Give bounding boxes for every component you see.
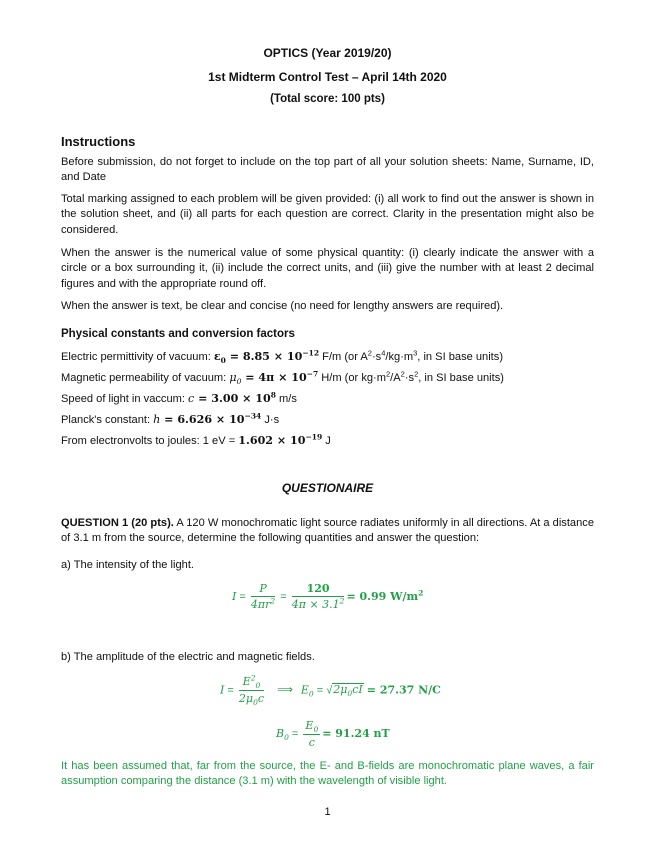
eq-symbol: B — [276, 726, 285, 740]
eq-sub: 0 — [347, 689, 353, 699]
eq-fraction — [292, 582, 345, 612]
constant-label: From electronvolts to joules: 1 eV = — [61, 435, 239, 447]
unit-text: , in SI base units) — [418, 372, 504, 384]
constant-value: = 8.85 × 10 — [225, 350, 303, 363]
constant-value: 1.602 × 10 — [238, 434, 306, 447]
unit-sup: 2 — [385, 369, 391, 379]
unit-sup: 2 — [400, 369, 405, 379]
course-title: OPTICS (Year 2019/20) — [263, 46, 392, 60]
eq-symbol: I — [232, 589, 237, 603]
constant-permittivity — [61, 349, 503, 365]
instruction-paragraph-4: When the answer is text, be clear and concise (no need for lengthy answers are required). — [61, 300, 504, 312]
unit-sup: 3 — [413, 348, 418, 358]
eq-numerator: E — [242, 675, 251, 688]
eq-operator: = — [288, 727, 302, 740]
assumption-note: It has been assumed that, far from the source, the E- and B-fields are monochromatic plane waves, a fair assumption comparing the distance (3.1 m) with the wavelength of visible light. — [61, 760, 594, 788]
eq-fraction — [239, 675, 264, 706]
eq-radicand-text: 2μ — [333, 683, 348, 697]
eq-denominator: 2μ — [238, 692, 254, 705]
eq-sup: 2 — [250, 673, 256, 683]
sqrt-icon: √ — [326, 684, 333, 697]
eq-operator: = — [313, 684, 327, 697]
eq-sup: 2 — [418, 588, 424, 598]
constant-label: Planck's constant: — [61, 414, 154, 426]
eq-sub: 0 — [284, 733, 289, 743]
questionaire-title: QUESTIONAIRE — [281, 481, 374, 495]
unit-sup: 2 — [414, 369, 419, 379]
constant-ev — [61, 433, 331, 449]
eq-operator: = — [224, 684, 237, 697]
eq-result: = 27.37 N/C — [366, 683, 441, 697]
unit-text: , in SI base units) — [417, 351, 504, 363]
eq-sub: 0 — [313, 725, 319, 735]
c-symbol: c — [188, 392, 195, 405]
eq-numerator: 120 — [292, 582, 345, 597]
constants-heading: Physical constants and conversion factors — [61, 328, 295, 340]
eq-denominator: c — [308, 736, 315, 749]
eq-denominator: c — [257, 692, 265, 705]
eq-radicand — [332, 683, 363, 699]
constant-permeability — [61, 370, 504, 386]
constant-light-speed — [61, 391, 297, 407]
unit-text: J·s — [261, 414, 280, 426]
part-b-label: b) The amplitude of the electric and magnetic fields. — [61, 651, 315, 663]
question-text: A 120 W monochromatic light source radiates uniformly in all directions. At a distance of 3.1 m from the source, determine the following quantities and answer the question: — [61, 517, 594, 545]
question-1-statement — [61, 516, 594, 547]
unit-text: /A — [390, 372, 401, 384]
eq-result: = 91.24 nT — [322, 726, 390, 740]
constant-value: = 3.00 × 10 — [194, 392, 271, 405]
constant-planck — [61, 412, 279, 428]
implies-arrow-icon: ⟹ — [277, 684, 293, 697]
constant-value: = 6.626 × 10 — [160, 413, 245, 426]
constant-label: Electric permittivity of vacuum: — [61, 351, 214, 363]
eq-numerator: E — [305, 719, 314, 732]
eq-sub: 0 — [255, 681, 261, 691]
mu-symbol: μ — [229, 371, 237, 384]
exponent: 8 — [270, 390, 276, 400]
equation-magnetic-field — [276, 719, 390, 749]
eq-operator: = — [277, 590, 290, 603]
subscript: 0 — [220, 356, 226, 366]
instruction-paragraph-2: Total marking assigned to each problem will be given provided: (i) all work to find out the answer is shown in the solution sheet, and (ii) all parts for each question are correct. Clarity in the presentation might also be considered. — [61, 193, 594, 236]
instructions-heading: Instructions — [61, 134, 136, 149]
exponent: −34 — [244, 411, 262, 421]
constant-label: Magnetic permeability of vacuum: — [61, 372, 230, 384]
eq-fraction — [251, 582, 275, 612]
epsilon-symbol: ε — [213, 350, 221, 363]
constant-value: = 4π × 10 — [241, 371, 307, 384]
unit-text: J — [322, 435, 331, 447]
eq-radicand-text: cI — [352, 683, 363, 697]
eq-denominator: 4πr — [250, 598, 271, 611]
eq-denominator: 4π × 3.1 — [291, 598, 340, 611]
equation-electric-field — [220, 675, 441, 706]
eq-sup: 2 — [270, 596, 276, 606]
part-a-label: a) The intensity of the light. — [61, 559, 194, 571]
eq-sub: 0 — [253, 698, 258, 708]
unit-text: ·s — [371, 351, 382, 363]
unit-text: H/m (or kg·m — [318, 372, 386, 384]
constant-label: Speed of light in vaccum: — [61, 393, 189, 405]
eq-fraction — [303, 719, 320, 749]
eq-sup: 2 — [339, 596, 345, 606]
instruction-paragraph-3: When the answer is the numerical value of some physical quantity: (i) clearly indicate the answer with a circle or a box surrounding it, (ii) include the correct units, and (iii) give the number with at least 2 decimal figures and with the appropriate round off. — [61, 247, 594, 290]
subscript: 0 — [236, 377, 242, 387]
question-label: QUESTION 1 (20 pts). — [61, 517, 174, 529]
eq-result: = 0.99 W/m — [346, 589, 419, 603]
equation-intensity — [232, 582, 423, 612]
eq-symbol: E — [300, 683, 309, 697]
eq-numerator: P — [251, 582, 275, 597]
unit-text: /kg·m — [385, 351, 414, 363]
total-score: (Total score: 100 pts) — [270, 93, 385, 105]
unit-text: ·s — [404, 372, 415, 384]
eq-symbol: I — [220, 683, 225, 697]
page-number: 1 — [324, 806, 331, 818]
exponent: −7 — [306, 369, 319, 379]
unit-sup: 2 — [367, 348, 372, 358]
exponent: −19 — [305, 432, 323, 442]
unit-text: m/s — [275, 393, 297, 405]
test-title: 1st Midterm Control Test – April 14th 2020 — [208, 70, 447, 84]
eq-operator: = — [236, 590, 249, 603]
unit-sup: 4 — [381, 348, 386, 358]
eq-sub: 0 — [308, 689, 314, 699]
h-symbol: h — [153, 413, 161, 426]
unit-text: F/m (or A — [319, 351, 368, 363]
exponent: −12 — [302, 348, 320, 358]
instruction-paragraph-1: Before submission, do not forget to include on the top part of all your solution sheets: Name, Surname, ID, and Date — [61, 156, 594, 184]
